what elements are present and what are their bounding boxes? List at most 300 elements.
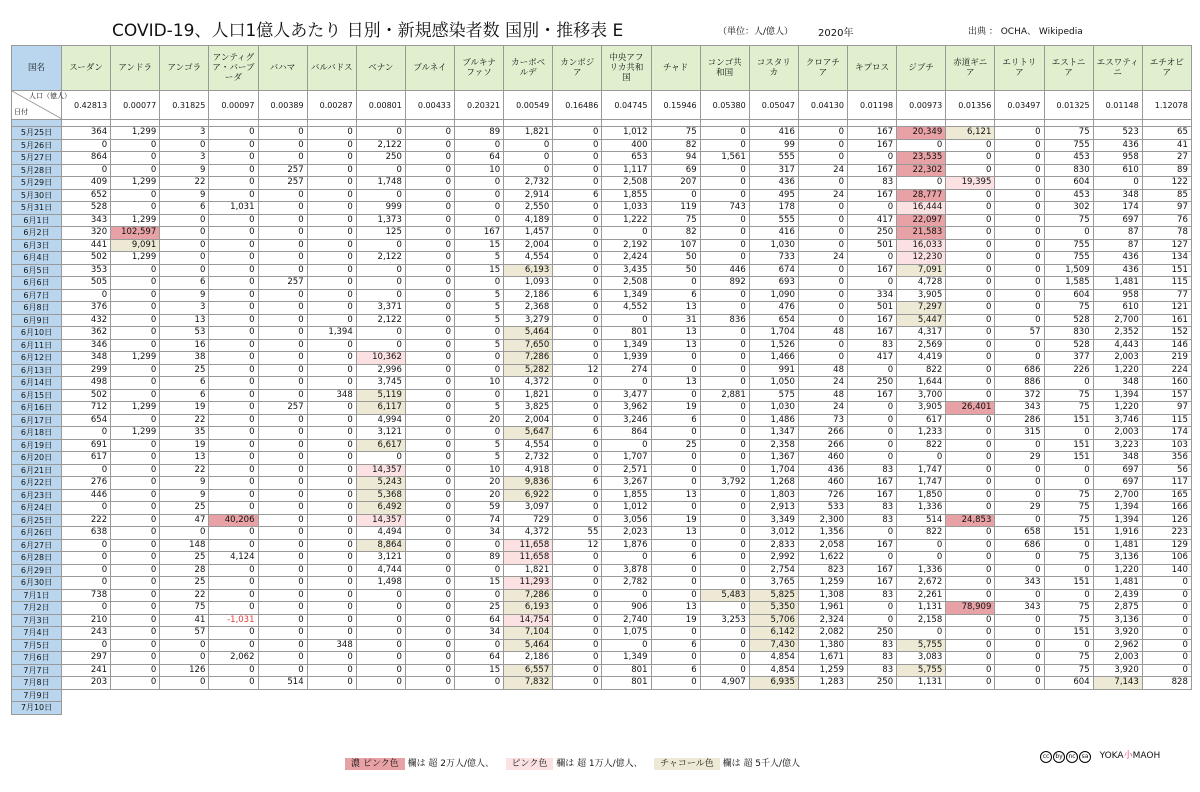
value-cell: 0 bbox=[995, 314, 1044, 327]
value-cell: 5 bbox=[455, 402, 504, 415]
value-cell: 416 bbox=[749, 127, 798, 140]
country-header: カーボベルデ bbox=[504, 46, 553, 91]
value-cell: 343 bbox=[995, 577, 1044, 590]
value-cell: 0 bbox=[209, 277, 258, 290]
value-cell: 1,233 bbox=[897, 427, 946, 440]
value-cell: 1,117 bbox=[602, 164, 651, 177]
date-cell: 6月7日 bbox=[12, 289, 62, 302]
value-cell: 0 bbox=[111, 564, 160, 577]
value-cell: 302 bbox=[1044, 202, 1093, 215]
value-cell: 0 bbox=[798, 314, 847, 327]
country-header: コンゴ共和国 bbox=[700, 46, 749, 91]
value-cell: 5 bbox=[455, 252, 504, 265]
value-cell: 3,121 bbox=[356, 552, 405, 565]
value-cell: 343 bbox=[62, 214, 111, 227]
value-cell: 712 bbox=[62, 402, 111, 415]
value-cell: 0 bbox=[995, 214, 1044, 227]
country-header: カンボジア bbox=[553, 46, 602, 91]
value-cell: 0 bbox=[209, 677, 258, 690]
value-cell: 0 bbox=[111, 577, 160, 590]
value-cell: 0 bbox=[848, 427, 897, 440]
table-row bbox=[12, 427, 1192, 440]
value-cell: 3,745 bbox=[356, 377, 405, 390]
value-cell: 0 bbox=[798, 139, 847, 152]
value-cell: 0 bbox=[1142, 602, 1191, 615]
value-cell: 0 bbox=[553, 514, 602, 527]
value-cell: 1,671 bbox=[798, 652, 847, 665]
table-row bbox=[12, 539, 1192, 552]
value-cell: 0 bbox=[356, 339, 405, 352]
value-cell: 160 bbox=[1142, 377, 1191, 390]
value-cell: 83 bbox=[848, 514, 897, 527]
date-cell: 6月14日 bbox=[12, 377, 62, 390]
table-row bbox=[12, 589, 1192, 602]
value-cell: 0 bbox=[700, 577, 749, 590]
value-cell: 801 bbox=[602, 327, 651, 340]
value-cell: 50 bbox=[651, 252, 700, 265]
value-cell: 2,833 bbox=[749, 539, 798, 552]
value-cell: 6,617 bbox=[356, 439, 405, 452]
value-cell: 822 bbox=[897, 364, 946, 377]
legend-pink-swatch: ピンク色 bbox=[506, 758, 554, 770]
value-cell: 1,012 bbox=[602, 127, 651, 140]
value-cell: 610 bbox=[1093, 164, 1142, 177]
value-cell: 6 bbox=[553, 289, 602, 302]
value-cell: 0 bbox=[946, 189, 995, 202]
value-cell: 0 bbox=[307, 589, 356, 602]
value-cell: 1,075 bbox=[602, 627, 651, 640]
value-cell: 604 bbox=[1044, 177, 1093, 190]
value-cell: 24,853 bbox=[946, 514, 995, 527]
value-cell: 441 bbox=[62, 239, 111, 252]
value-cell: 0 bbox=[946, 202, 995, 215]
value-cell: 0 bbox=[995, 127, 1044, 140]
value-cell: 3 bbox=[160, 302, 209, 315]
value-cell: 0 bbox=[651, 652, 700, 665]
country-header: ブルネイ bbox=[405, 46, 454, 91]
table-row bbox=[12, 564, 1192, 577]
value-cell: 436 bbox=[1093, 264, 1142, 277]
date-cell: 6月8日 bbox=[12, 302, 62, 315]
value-cell: 9 bbox=[160, 477, 209, 490]
value-cell: 0 bbox=[798, 277, 847, 290]
value-cell: 6,922 bbox=[504, 489, 553, 502]
value-cell: 1,585 bbox=[1044, 277, 1093, 290]
value-cell: 22,097 bbox=[897, 214, 946, 227]
value-cell: 0 bbox=[553, 177, 602, 190]
value-cell: 0 bbox=[209, 402, 258, 415]
value-cell: 0 bbox=[111, 514, 160, 527]
value-cell: 0 bbox=[160, 264, 209, 277]
value-cell: 2,122 bbox=[356, 139, 405, 152]
value-cell: 0 bbox=[946, 677, 995, 690]
value-cell: 3,371 bbox=[356, 302, 405, 315]
value-cell: 1,466 bbox=[749, 352, 798, 365]
spacer-cell bbox=[602, 120, 651, 127]
date-cell: 7月3日 bbox=[12, 614, 62, 627]
value-cell: 1,259 bbox=[798, 577, 847, 590]
value-cell: 5,368 bbox=[356, 489, 405, 502]
value-cell: 0 bbox=[651, 589, 700, 602]
value-cell: 999 bbox=[356, 202, 405, 215]
value-cell: 0 bbox=[553, 352, 602, 365]
value-cell: 409 bbox=[62, 177, 111, 190]
value-cell: 436 bbox=[749, 177, 798, 190]
value-cell: 151 bbox=[1142, 264, 1191, 277]
value-cell: 0 bbox=[209, 377, 258, 390]
date-cell: 6月19日 bbox=[12, 439, 62, 452]
value-cell: 48 bbox=[798, 364, 847, 377]
value-cell: 6,557 bbox=[504, 664, 553, 677]
country-header: エスワティニ bbox=[1093, 46, 1142, 91]
value-cell: 2,300 bbox=[798, 514, 847, 527]
value-cell: 0 bbox=[209, 314, 258, 327]
value-cell: 31 bbox=[651, 314, 700, 327]
value-cell: 686 bbox=[995, 364, 1044, 377]
value-cell: 9 bbox=[160, 164, 209, 177]
value-cell: 0 bbox=[111, 489, 160, 502]
value-cell: 0 bbox=[405, 364, 454, 377]
value-cell: 219 bbox=[1142, 352, 1191, 365]
value-cell: 14,357 bbox=[356, 464, 405, 477]
value-cell: 0 bbox=[946, 264, 995, 277]
value-cell: 48 bbox=[798, 389, 847, 402]
value-cell: 83 bbox=[848, 664, 897, 677]
value-cell: 0 bbox=[258, 189, 307, 202]
spacer-cell bbox=[848, 120, 897, 127]
value-cell: 1,821 bbox=[504, 389, 553, 402]
value-cell: 0 bbox=[946, 414, 995, 427]
value-cell: 1,803 bbox=[749, 489, 798, 502]
value-cell: 22 bbox=[160, 589, 209, 602]
table-row bbox=[12, 639, 1192, 652]
value-cell: 0 bbox=[651, 389, 700, 402]
value-cell: 0 bbox=[897, 552, 946, 565]
value-cell: 4,854 bbox=[749, 664, 798, 677]
value-cell: 0 bbox=[995, 202, 1044, 215]
value-cell: 3,878 bbox=[602, 564, 651, 577]
spacer-cell bbox=[160, 120, 209, 127]
value-cell: 693 bbox=[749, 277, 798, 290]
value-cell: 167 bbox=[848, 489, 897, 502]
value-cell: 50 bbox=[651, 264, 700, 277]
value-cell: 0 bbox=[602, 552, 651, 565]
value-cell: 0 bbox=[111, 477, 160, 490]
value-cell: 0 bbox=[405, 577, 454, 590]
value-cell: 1,349 bbox=[602, 652, 651, 665]
spacer-cell bbox=[307, 120, 356, 127]
value-cell: 523 bbox=[1093, 127, 1142, 140]
value-cell: 2,158 bbox=[897, 614, 946, 627]
value-cell: 3,962 bbox=[602, 402, 651, 415]
value-cell: 4,372 bbox=[504, 377, 553, 390]
value-cell: 5,647 bbox=[504, 427, 553, 440]
date-cell: 6月18日 bbox=[12, 427, 62, 440]
country-header-label: 国名 bbox=[12, 46, 62, 91]
value-cell: 575 bbox=[749, 389, 798, 402]
value-cell: 1,299 bbox=[111, 402, 160, 415]
value-cell: 0 bbox=[111, 327, 160, 340]
value-cell: 0 bbox=[307, 627, 356, 640]
date-cell: 7月9日 bbox=[12, 689, 62, 702]
value-cell: 604 bbox=[1044, 289, 1093, 302]
value-cell: 69 bbox=[651, 164, 700, 177]
value-cell: 8,864 bbox=[356, 539, 405, 552]
value-cell: 476 bbox=[749, 302, 798, 315]
value-cell: 2,186 bbox=[504, 289, 553, 302]
value-cell: 755 bbox=[1044, 139, 1093, 152]
value-cell: 0 bbox=[1142, 639, 1191, 652]
value-cell: 0 bbox=[405, 564, 454, 577]
value-cell: 376 bbox=[62, 302, 111, 315]
spacer-cell bbox=[1093, 120, 1142, 127]
value-cell: 167 bbox=[455, 227, 504, 240]
value-cell: 0 bbox=[700, 227, 749, 240]
date-cell: 7月5日 bbox=[12, 639, 62, 652]
value-cell: 0 bbox=[553, 402, 602, 415]
value-cell: 3,435 bbox=[602, 264, 651, 277]
value-cell: 446 bbox=[700, 264, 749, 277]
value-cell: 0 bbox=[307, 539, 356, 552]
value-cell: 343 bbox=[995, 402, 1044, 415]
value-cell: 0 bbox=[405, 139, 454, 152]
value-cell: 15 bbox=[455, 264, 504, 277]
value-cell: 0 bbox=[258, 364, 307, 377]
value-cell: 0 bbox=[553, 264, 602, 277]
value-cell: 0 bbox=[405, 402, 454, 415]
value-cell: 1,299 bbox=[111, 252, 160, 265]
date-cell: 5月30日 bbox=[12, 189, 62, 202]
value-cell: 1,855 bbox=[602, 189, 651, 202]
value-cell: 151 bbox=[1044, 452, 1093, 465]
value-cell: 0 bbox=[995, 464, 1044, 477]
value-cell: 2,782 bbox=[602, 577, 651, 590]
date-cell: 6月13日 bbox=[12, 364, 62, 377]
value-cell: 0 bbox=[700, 652, 749, 665]
value-cell: 0 bbox=[995, 652, 1044, 665]
date-cell: 6月27日 bbox=[12, 539, 62, 552]
value-cell: 0 bbox=[995, 339, 1044, 352]
value-cell: 83 bbox=[848, 589, 897, 602]
date-cell: 6月10日 bbox=[12, 327, 62, 340]
date-cell: 6月20日 bbox=[12, 452, 62, 465]
value-cell: 0 bbox=[700, 452, 749, 465]
value-cell: 0 bbox=[307, 314, 356, 327]
value-cell: 828 bbox=[1142, 677, 1191, 690]
value-cell: 222 bbox=[62, 514, 111, 527]
value-cell: 6,121 bbox=[946, 127, 995, 140]
value-cell: 1,356 bbox=[798, 527, 847, 540]
value-cell: 151 bbox=[1044, 577, 1093, 590]
value-cell: 0 bbox=[651, 427, 700, 440]
value-cell: 0 bbox=[455, 539, 504, 552]
value-cell: 257 bbox=[258, 277, 307, 290]
value-cell: 0 bbox=[356, 127, 405, 140]
value-cell: 7,286 bbox=[504, 352, 553, 365]
value-cell: 0 bbox=[700, 289, 749, 302]
value-cell: 5,483 bbox=[700, 589, 749, 602]
value-cell: 167 bbox=[848, 577, 897, 590]
date-cell: 7月7日 bbox=[12, 664, 62, 677]
value-cell: 0 bbox=[946, 352, 995, 365]
value-cell: 2,875 bbox=[1093, 602, 1142, 615]
value-cell: 2,003 bbox=[1093, 427, 1142, 440]
value-cell: 0 bbox=[553, 552, 602, 565]
value-cell: 2,571 bbox=[602, 464, 651, 477]
value-cell: 0 bbox=[798, 239, 847, 252]
table-row bbox=[12, 489, 1192, 502]
population-cell: 0.42813 bbox=[62, 91, 111, 120]
value-cell: 0 bbox=[553, 277, 602, 290]
value-cell: 2,732 bbox=[504, 452, 553, 465]
value-cell: 0 bbox=[651, 677, 700, 690]
value-cell: 0 bbox=[455, 139, 504, 152]
value-cell: 0 bbox=[258, 239, 307, 252]
table-row bbox=[12, 414, 1192, 427]
value-cell: 0 bbox=[602, 639, 651, 652]
value-cell: 555 bbox=[749, 152, 798, 165]
value-cell: 10,362 bbox=[356, 352, 405, 365]
value-cell: 0 bbox=[700, 639, 749, 652]
value-cell: 1,481 bbox=[1093, 277, 1142, 290]
value-cell: 0 bbox=[111, 414, 160, 427]
value-cell: 0 bbox=[1093, 177, 1142, 190]
value-cell: 0 bbox=[111, 364, 160, 377]
value-cell: 129 bbox=[1142, 539, 1191, 552]
value-cell: 348 bbox=[1093, 377, 1142, 390]
date-cell: 5月26日 bbox=[12, 139, 62, 152]
value-cell: 1,283 bbox=[798, 677, 847, 690]
value-cell: 0 bbox=[946, 427, 995, 440]
value-cell: 0 bbox=[946, 139, 995, 152]
value-cell: 0 bbox=[160, 677, 209, 690]
value-cell: 0 bbox=[160, 527, 209, 540]
value-cell: 286 bbox=[995, 414, 1044, 427]
value-cell: 0 bbox=[946, 527, 995, 540]
value-cell: 151 bbox=[1044, 414, 1093, 427]
value-cell: 334 bbox=[848, 289, 897, 302]
population-cell: 0.01148 bbox=[1093, 91, 1142, 120]
value-cell: 0 bbox=[946, 564, 995, 577]
value-cell: 224 bbox=[1142, 364, 1191, 377]
value-cell: 0 bbox=[798, 202, 847, 215]
country-header: ジブチ bbox=[897, 46, 946, 91]
value-cell: 126 bbox=[160, 664, 209, 677]
value-cell: 453 bbox=[1044, 152, 1093, 165]
value-cell: 0 bbox=[209, 352, 258, 365]
value-cell: 604 bbox=[1044, 677, 1093, 690]
value-cell: 11,293 bbox=[504, 577, 553, 590]
value-cell: 1,394 bbox=[307, 327, 356, 340]
value-cell: 0 bbox=[356, 239, 405, 252]
value-cell: 0 bbox=[111, 264, 160, 277]
value-cell: 167 bbox=[848, 139, 897, 152]
country-header: アンゴラ bbox=[160, 46, 209, 91]
value-cell: 2,324 bbox=[798, 614, 847, 627]
value-cell: 75 bbox=[160, 602, 209, 615]
value-cell: 0 bbox=[111, 152, 160, 165]
value-cell: 0 bbox=[111, 589, 160, 602]
value-cell: 3,267 bbox=[602, 477, 651, 490]
table-row bbox=[12, 439, 1192, 452]
value-cell: 0 bbox=[553, 164, 602, 177]
value-cell: 3,920 bbox=[1093, 627, 1142, 640]
value-cell: 87 bbox=[1093, 227, 1142, 240]
spacer-cell bbox=[504, 120, 553, 127]
value-cell: 0 bbox=[946, 377, 995, 390]
value-cell: 0 bbox=[258, 127, 307, 140]
value-cell: 0 bbox=[209, 227, 258, 240]
value-cell: 174 bbox=[1142, 427, 1191, 440]
value-cell: 0 bbox=[258, 577, 307, 590]
value-cell: 0 bbox=[111, 189, 160, 202]
value-cell: 0 bbox=[258, 489, 307, 502]
value-cell: 167 bbox=[848, 539, 897, 552]
table-row bbox=[12, 477, 1192, 490]
value-cell: 75 bbox=[1044, 127, 1093, 140]
value-cell: 0 bbox=[995, 152, 1044, 165]
value-cell: 19 bbox=[160, 402, 209, 415]
value-cell: 0 bbox=[700, 252, 749, 265]
value-cell: 0 bbox=[455, 677, 504, 690]
value-cell: 148 bbox=[160, 539, 209, 552]
value-cell: 0 bbox=[946, 214, 995, 227]
value-cell: 0 bbox=[307, 477, 356, 490]
value-cell: 19 bbox=[160, 439, 209, 452]
date-cell: 5月28日 bbox=[12, 164, 62, 177]
value-cell: 29 bbox=[995, 502, 1044, 515]
footer-brand bbox=[1040, 748, 1160, 763]
value-cell: 654 bbox=[749, 314, 798, 327]
value-cell: 2,508 bbox=[602, 277, 651, 290]
country-header: ベナン bbox=[356, 46, 405, 91]
value-cell: 0 bbox=[111, 552, 160, 565]
value-cell: 0 bbox=[307, 177, 356, 190]
date-cell: 6月3日 bbox=[12, 239, 62, 252]
value-cell: 0 bbox=[651, 627, 700, 640]
value-cell: 320 bbox=[62, 227, 111, 240]
value-cell: 6 bbox=[553, 427, 602, 440]
value-cell: 0 bbox=[405, 602, 454, 615]
value-cell: 16,033 bbox=[897, 239, 946, 252]
value-cell: 0 bbox=[307, 139, 356, 152]
value-cell: 0 bbox=[160, 252, 209, 265]
date-cell: 7月10日 bbox=[12, 702, 62, 715]
value-cell: 3,012 bbox=[749, 527, 798, 540]
value-cell: 0 bbox=[209, 564, 258, 577]
value-cell: 0 bbox=[700, 239, 749, 252]
date-cell: 6月6日 bbox=[12, 277, 62, 290]
value-cell: 0 bbox=[111, 439, 160, 452]
value-cell: 7,650 bbox=[504, 339, 553, 352]
value-cell: 0 bbox=[700, 177, 749, 190]
population-cell: 0.01356 bbox=[946, 91, 995, 120]
table-row bbox=[12, 189, 1192, 202]
table-row bbox=[12, 289, 1192, 302]
value-cell: 0 bbox=[946, 614, 995, 627]
value-cell: 0 bbox=[602, 314, 651, 327]
value-cell: 0 bbox=[897, 177, 946, 190]
value-cell: 0 bbox=[209, 502, 258, 515]
value-cell: 28 bbox=[160, 564, 209, 577]
value-cell: 0 bbox=[405, 189, 454, 202]
value-cell: 1,821 bbox=[504, 564, 553, 577]
value-cell: 1,509 bbox=[1044, 264, 1093, 277]
value-cell: 6 bbox=[160, 377, 209, 390]
value-cell: 0 bbox=[405, 314, 454, 327]
value-cell: 22,302 bbox=[897, 164, 946, 177]
value-cell: 3,905 bbox=[897, 289, 946, 302]
